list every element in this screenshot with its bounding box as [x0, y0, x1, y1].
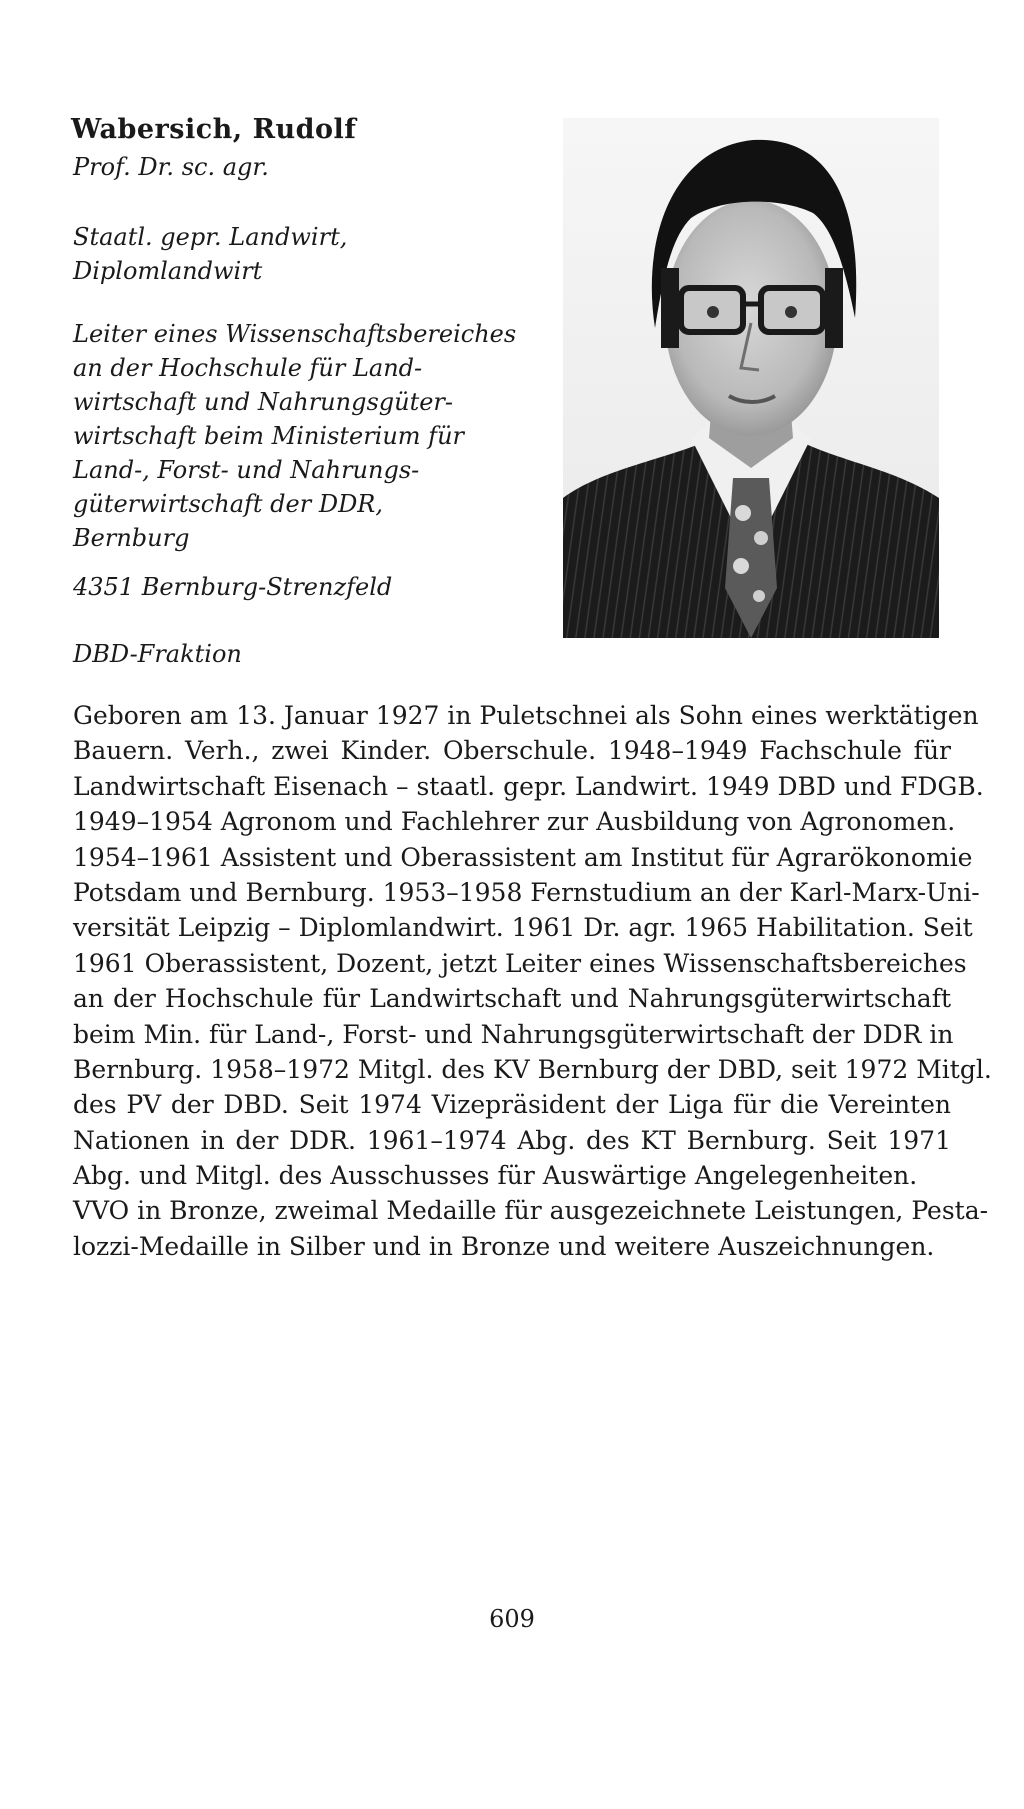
biography-line: des PV der DBD. Seit 1974 Vizepräsident der Liga für die Vereinten — [73, 1090, 951, 1120]
biography-line: 1954–1961 Assistent und Oberassistent am Institut für Agrarökonomie — [73, 842, 973, 872]
address — [73, 570, 392, 604]
position-line: an der Hochschule für Land- — [73, 354, 423, 382]
position-line: Leiter eines Wissenschaftsbereiches — [73, 320, 517, 348]
biography-line: Landwirtschaft Eisenach – staatl. gepr. Landwirt. 1949 DBD und FDGB. — [73, 771, 984, 801]
position-line: güterwirtschaft der DDR, — [73, 490, 384, 518]
biography-line: versität Leipzig – Diplomlandwirt. 1961 Dr. agr. 1965 Habilitation. Seit — [73, 913, 973, 943]
biography-line: VVO in Bronze, zweimal Medaille für ausgezeichnete Leistungen, Pesta- — [73, 1196, 989, 1226]
page-number: 609 — [489, 1605, 535, 1633]
position-line: Land-, Forst- und Nahrungs- — [73, 456, 420, 484]
faction — [73, 637, 242, 671]
biography-line: Bauern. Verh., zwei Kinder. Oberschule. 1948–1949 Fachschule für — [73, 736, 951, 766]
position-line: wirtschaft beim Ministerium für — [73, 422, 464, 450]
entry-name: Wabersich, Rudolf — [71, 114, 357, 145]
biography-line: 1949–1954 Agronom und Fachlehrer zur Ausbildung von Agronomen. — [73, 807, 956, 837]
position-line: wirtschaft und Nahrungsgüter- — [73, 388, 454, 416]
biography — [73, 698, 992, 1264]
faction-line: DBD-Fraktion — [73, 640, 242, 668]
biography-line: Abg. und Mitgl. des Ausschusses für Auswärtige Angelegenheiten. — [73, 1161, 918, 1191]
biography-line: Geboren am 13. Januar 1927 in Puletschnei als Sohn eines werktätigen — [73, 701, 979, 730]
profession-line: Staatl. gepr. Landwirt, — [73, 223, 348, 251]
academic-title — [73, 150, 269, 184]
portrait-photo — [563, 118, 939, 638]
position — [73, 317, 516, 555]
address-line: 4351 Bernburg-Strenzfeld — [73, 573, 393, 601]
profession-line: Diplomlandwirt — [73, 257, 263, 285]
biography-line: beim Min. für Land-, Forst- und Nahrungsgüterwirtschaft der DDR in — [73, 1019, 954, 1049]
position-line: Bernburg — [73, 524, 190, 552]
portrait-photo-icon — [563, 118, 939, 638]
biography-line: Nationen in der DDR. 1961–1974 Abg. des KT Bernburg. Seit 1971 — [73, 1125, 951, 1155]
biography-line: an der Hochschule für Landwirtschaft und Nahrungsgüterwirtschaft — [73, 984, 951, 1014]
biography-line: Potsdam und Bernburg. 1953–1958 Fernstudium an der Karl-Marx-Uni- — [73, 877, 980, 907]
biography-line: lozzi-Medaille in Silber und in Bronze und weitere Auszeichnungen. — [73, 1231, 935, 1261]
profession — [73, 220, 347, 288]
biography-line: 1961 Oberassistent, Dozent, jetzt Leiter eines Wissenschaftsbereiches — [73, 948, 967, 978]
biography-line: Bernburg. 1958–1972 Mitgl. des KV Bernburg der DBD, seit 1972 Mitgl. — [73, 1054, 992, 1084]
title-line: Prof. Dr. sc. agr. — [73, 153, 269, 181]
